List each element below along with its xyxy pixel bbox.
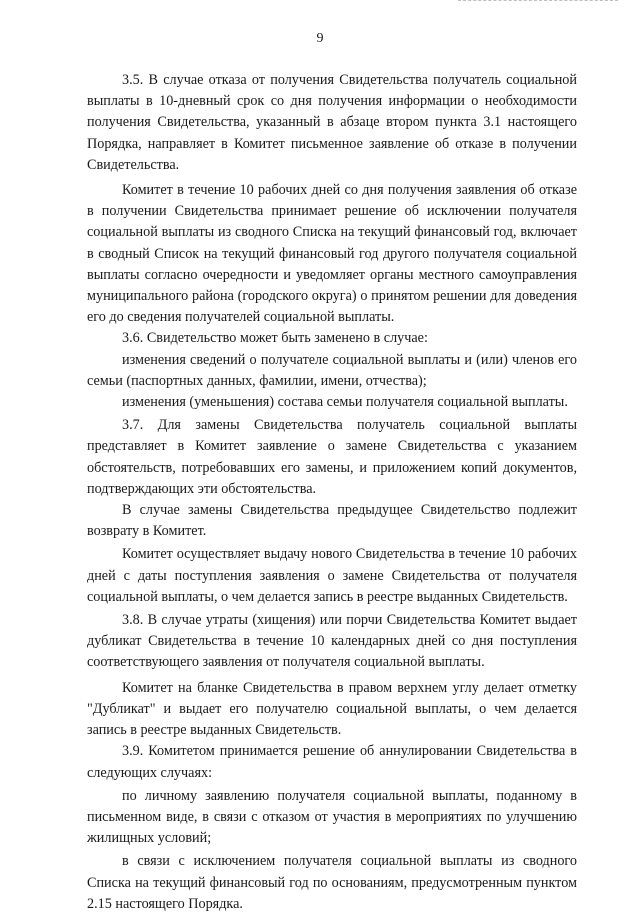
document-body — [87, 70, 577, 915]
paragraph-3-8: 3.8. В случае утраты (хищения) или порчи Свидетельства Комитет выдает дубликат Свидетельства в течение 10 календарных дней со дня поступления соответствующего заявления от получателя социальной выплаты. — [87, 612, 577, 671]
paragraph-change-family-size: изменения (уменьшения) состава семьи получателя социальной выплаты. — [122, 394, 568, 411]
paragraph-new-issue: Комитет осуществляет выдачу нового Свидетельства в течение 10 рабочих дней с даты поступления заявления о замене Свидетельства от получателя социальной выплаты, о чем делается запись в реестре выданных Свидетельств. — [87, 546, 577, 605]
paragraph-3-5: 3.5. В случае отказа от получения Свидетельства получатель социальной выплаты в 10-дневный срок со дня получения информации о необходимости получения Свидетельства, указанный в абзаце втором пункта 3.1 настоящего Порядка, направляет в Комитет письменное заявление об отказе в получении Свидетельства. — [87, 72, 577, 173]
paragraph-change-personal-data: изменения сведений о получателе социальной выплаты и (или) членов его семьи (паспортных данных, фамилии, имени, отчества); — [87, 351, 577, 389]
scan-edge-mark — [458, 0, 618, 3]
paragraph-return-previous: В случае замены Свидетельства предыдущее Свидетельство подлежит возврату в Комитет. — [87, 502, 577, 540]
paragraph-duplicate-mark: Комитет на бланке Свидетельства в правом верхнем углу делает отметку "Дубликат" и выдает его получателю социальной выплаты, о чем делается запись в реестре выданных Свидетельств. — [87, 679, 577, 739]
paragraph-3-7: 3.7. Для замены Свидетельства получатель социальной выплаты представляет в Комитет заявление о замене Свидетельства с указанием обстоятельств, потребовавших его замены, и приложением копий документов, подтверждающих эти обстоятельства. — [87, 417, 577, 497]
paragraph-3-9: 3.9. Комитетом принимается решение об аннулировании Свидетельства в следующих случаях: — [87, 743, 577, 781]
paragraph-exclusion: в связи с исключением получателя социальной выплаты из сводного Списка на текущий финансовый год по основаниям, предусмотренным пунктом 2.15 настоящего Порядка. — [87, 853, 577, 912]
paragraph-personal-request: по личному заявлению получателя социальной выплаты, поданному в письменном виде, в связи с отказом от участия в мероприятиях по улучшению жилищных условий; — [87, 787, 577, 847]
paragraph-3-6: 3.6. Свидетельство может быть заменено в случае: — [122, 330, 428, 347]
paragraph-refusal-decision: Комитет в течение 10 рабочих дней со дня получения заявления об отказе в получении Свидетельства принимает решение об исключении получателя социальной выплаты из сводного Списка на текущий финансовый год, включает в сводный Список на текущий финансовый год другого получателя социальной выплаты согласно очередности и уведомляет органы местного самоуправления муниципального района (городского округа) о принятом решении для доведения его до сведения получателей социальной выплаты. — [87, 182, 577, 326]
page-number: 9 — [316, 31, 324, 46]
